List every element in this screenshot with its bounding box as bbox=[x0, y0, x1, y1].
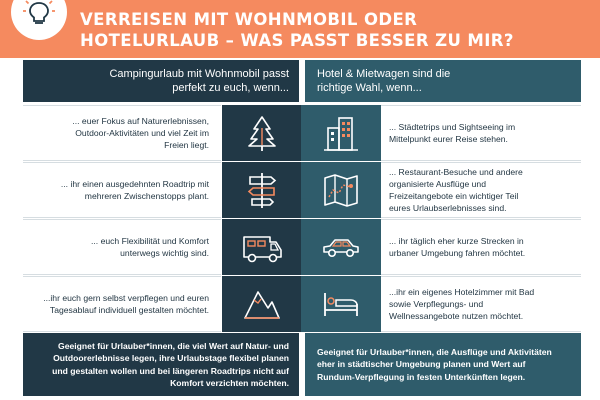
reason-line: urbaner Umgebung fahren möchtet. bbox=[389, 248, 526, 258]
hotel-heading-line-2: richtige Wahl, wenn... bbox=[317, 82, 422, 94]
reason-line: ... euer Fokus auf Naturerlebnissen, bbox=[72, 116, 209, 126]
hotel-heading-line-1: Hotel & Mietwagen sind die bbox=[317, 68, 451, 80]
reason-line: Freizeitangebote ein wichtiger Teil bbox=[389, 191, 519, 201]
reason-line: organisierte Ausflüge und bbox=[389, 179, 486, 189]
hotel-reason bbox=[387, 276, 579, 332]
car-icon bbox=[301, 219, 381, 275]
reason-line: ... ihr täglich eher kurze Strecken in bbox=[389, 236, 524, 246]
reason-line: ...ihr ein eigenes Hotelzimmer mit Bad bbox=[389, 287, 535, 297]
bed-icon bbox=[301, 276, 381, 332]
reason-line: ... euch Flexibilität und Komfort bbox=[91, 236, 209, 246]
summary-line: und gestalten wollen und bei längeren Roadtrips nicht auf bbox=[52, 365, 289, 376]
camping-reason bbox=[23, 105, 213, 161]
reason-line: ...ihr euch gern selbst verpflegen und euren bbox=[43, 293, 209, 303]
tree-icon bbox=[222, 105, 302, 161]
summary-line: Komfort verzichten möchten. bbox=[170, 378, 289, 388]
summary-line: eher in städtischer Umgebung planen und Wert auf bbox=[317, 359, 526, 370]
reason-line: Freien liegt. bbox=[164, 140, 209, 150]
camping-heading-line-2: perfekt zu euch, wenn... bbox=[172, 82, 289, 94]
reason-line: Mittelpunkt eurer Reise stehen. bbox=[389, 134, 508, 144]
camping-summary bbox=[23, 333, 299, 396]
summary-line: Rundum-Verpflegung in festen Unterkünften legen. bbox=[317, 371, 526, 382]
summary-line: Geeignet für Urlauber*innen, die Ausflüge und Aktivitäten bbox=[317, 346, 552, 357]
comparison-row bbox=[23, 105, 581, 161]
reason-line: ... Städtetrips und Sightseeing im bbox=[389, 122, 516, 132]
summary-line: Outdoorerlebnisse legen, ihre Urlaubstage flexibel planen bbox=[53, 353, 289, 363]
comparison-row bbox=[23, 219, 581, 275]
camper-van-icon bbox=[222, 219, 302, 275]
camping-column-heading bbox=[23, 60, 299, 102]
map-icon bbox=[301, 162, 381, 218]
reason-line: ... ihr einen ausgedehnten Roadtrip mit bbox=[60, 179, 209, 189]
lightbulb-icon bbox=[21, 0, 57, 24]
signpost-icon bbox=[222, 162, 302, 218]
comparison-row bbox=[23, 162, 581, 218]
camping-reason bbox=[23, 276, 213, 332]
hotel-reason bbox=[387, 162, 579, 218]
reason-line: unterwegs wichtig sind. bbox=[120, 248, 209, 258]
reason-line: mehreren Zwischenstopps plant. bbox=[84, 191, 209, 201]
reason-line: Tagesablauf individuell gestalten möchtet. bbox=[49, 305, 209, 315]
reason-line: Outdoor-Aktivitäten und viel Zeit im bbox=[75, 128, 209, 138]
hotel-reason bbox=[387, 219, 579, 275]
comparison-row bbox=[23, 276, 581, 332]
header-banner bbox=[0, 0, 600, 58]
reason-line: eures Urlaubserlebnisses sind. bbox=[389, 203, 507, 213]
hotel-summary bbox=[305, 333, 581, 396]
reason-line: sowie Verpflegungs- und bbox=[389, 299, 484, 309]
city-buildings-icon bbox=[301, 105, 381, 161]
bulb-badge bbox=[11, 0, 67, 40]
title-line-2: HOTELURLAUB – WAS PASST BESSER ZU MIR? bbox=[80, 31, 514, 50]
hotel-column-heading bbox=[305, 60, 581, 102]
camping-reason bbox=[23, 219, 213, 275]
page-title bbox=[80, 9, 590, 51]
mountain-icon bbox=[222, 276, 302, 332]
hotel-reason bbox=[387, 105, 579, 161]
camping-heading-line-1: Campingurlaub mit Wohnmobil passt bbox=[109, 68, 289, 80]
camping-reason bbox=[23, 162, 213, 218]
summary-line: Geeignet für Urlauber*innen, die viel Wert auf Natur- und bbox=[58, 340, 289, 351]
reason-line: ... Restaurant-Besuche und andere bbox=[389, 167, 523, 177]
reason-line: Wellnessangebote nutzen möchtet. bbox=[389, 311, 524, 321]
title-line-1: VERREISEN MIT WOHNMOBIL ODER bbox=[80, 10, 418, 29]
